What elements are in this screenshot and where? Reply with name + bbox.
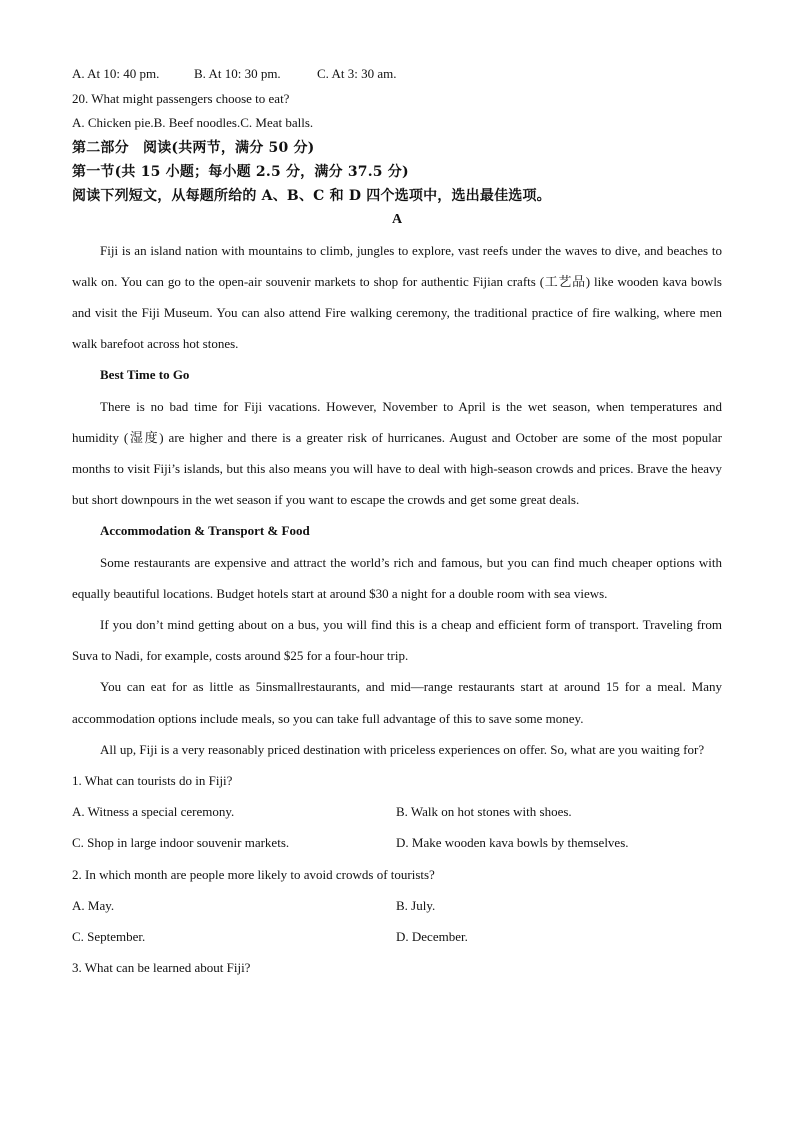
q1-option-a: A. Witness a special ceremony. <box>72 804 235 820</box>
q19-options <box>72 62 722 87</box>
best-time-paragraph: There is no bad time for Fiji vacations. However, November to April is the wet season, when temperatures and humidity (湿度) are higher and there is a greater risk of hurricanes. August and October are some of the most popular months to visit Fiji’s islands, but this also means you will have to deal with high-season crowds and prices. Brave the heavy but short downpours in the wet season if you want to escape the crowds and get some great deals. <box>72 398 722 508</box>
q2-option-d: D. December. <box>396 928 468 944</box>
question-3: 3. What can be learned about Fiji? <box>72 960 251 976</box>
q20-option-c: C. Meat balls. <box>240 115 314 130</box>
q2-option-a: A. May. <box>72 897 115 913</box>
q20-option-a: A. Chicken pie. <box>72 115 154 130</box>
transport-paragraph: If you don’t mind getting about on a bus, you will find this is a cheap and efficient form of transport. Traveling from Suva to Nadi, for example, costs around $25 for a four-hour trip. <box>72 616 722 664</box>
q2-option-c: C. September. <box>72 928 146 944</box>
exam-page <box>72 62 722 983</box>
q2-option-b: B. July. <box>396 897 436 913</box>
question-2-options-row-1 <box>72 890 722 921</box>
question-2: 2. In which month are people more likely to avoid crowds of tourists? <box>72 866 435 882</box>
best-time-heading: Best Time to Go <box>100 367 190 383</box>
q1-option-b: B. Walk on hot stones with shoes. <box>396 804 572 820</box>
q19-option-a: A. At 10: 40 pm. <box>72 66 160 81</box>
part2-heading: 第二部分 阅读(共两节，满分 50 分) <box>72 139 315 156</box>
question-1-options-row-2 <box>72 827 722 858</box>
q1-option-d: D. Make wooden kava bowls by themselves. <box>396 835 629 851</box>
q20-option-b: B. Beef noodles. <box>153 115 241 130</box>
question-1-options-row-1 <box>72 796 722 827</box>
question-2-options-row-2 <box>72 921 722 952</box>
passage-letter: A <box>391 211 403 227</box>
q20-options <box>72 111 722 136</box>
q19-option-b: B. At 10: 30 pm. <box>194 66 281 81</box>
accommodation-paragraph: Some restaurants are expensive and attract the world’s rich and famous, but you can find much cheaper options with equally beautiful locations. Budget hotels start at around $30 a night for a double room with sea views. <box>72 554 722 601</box>
section1-heading: 第一节(共 15 小题；每小题 2.5 分，满分 37.5 分) <box>72 163 409 180</box>
q1-option-c: C. Shop in large indoor souvenir markets. <box>72 835 290 851</box>
question-1: 1. What can tourists do in Fiji? <box>72 772 233 788</box>
conclusion-paragraph: All up, Fiji is a very reasonably priced destination with priceless experiences on offer. So, what are you waiting for? <box>100 741 705 757</box>
instructions: 阅读下列短文，从每题所给的 A、B、C 和 D 四个选项中，选出最佳选项。 <box>72 187 551 204</box>
q20-question: 20. What might passengers choose to eat? <box>72 90 290 106</box>
accommodation-heading: Accommodation & Transport & Food <box>100 523 310 539</box>
food-paragraph: You can eat for as little as 5insmallrestaurants, and mid—range restaurants start at around 15 for a meal. Many accommodation options include meals, so you can take full advantage of this to save some money. <box>72 679 722 726</box>
intro-paragraph: Fiji is an island nation with mountains to climb, jungles to explore, vast reefs under the waves to dive, and beaches to walk on. You can go to the open-air souvenir markets to shop for authentic Fijian crafts (工艺品) like wooden kava bowls and visit the Fiji Museum. You can also attend Fire walking ceremony, the traditional practice of fire walking, where men walk barefoot across hot stones. <box>72 242 722 352</box>
q19-option-c: C. At 3: 30 am. <box>317 66 397 81</box>
